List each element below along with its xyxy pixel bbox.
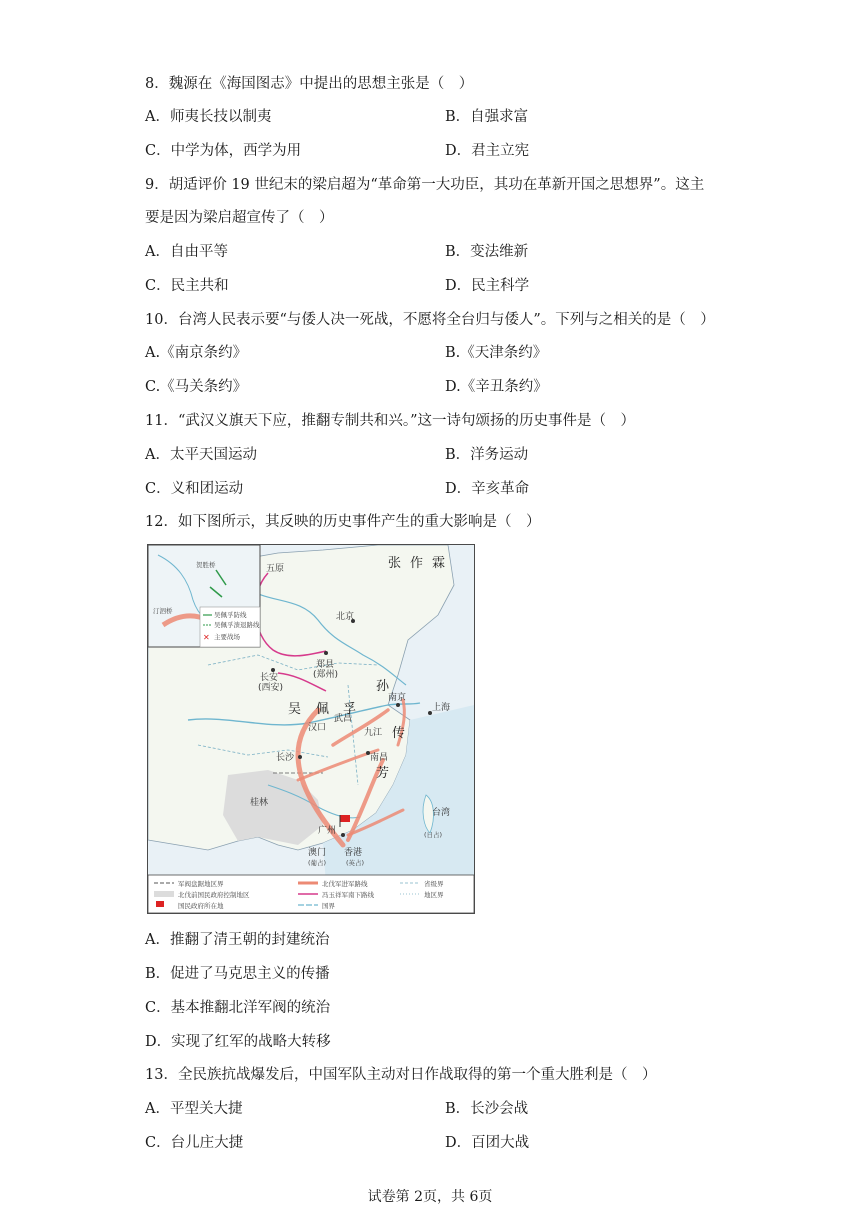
q12-option-b: B．促进了马克思主义的传播 [145, 966, 330, 982]
label-pu: (葡占) [308, 859, 327, 867]
q9-option-d: D．民主科学 [445, 278, 530, 294]
question-9-stem-line2: 要是因为梁启超宣传了（ ） [145, 210, 334, 226]
label-zuo: 作 [410, 556, 424, 571]
q13-option-b: B．长沙会战 [445, 1101, 529, 1117]
inset-legend-battlefield: 主要战场 [214, 633, 240, 641]
q12-option-c: C．基本推翻北洋军阀的统治 [145, 1000, 331, 1016]
label-nanjing: 南京 [388, 693, 407, 703]
q8-option-a: A．师夷长技以制夷 [145, 109, 272, 125]
label-aomen: 澳门 [308, 848, 327, 858]
label-fu: 孚 [343, 702, 357, 717]
inset-label-heshengqiao: 贺胜桥 [196, 561, 216, 569]
legend-warlord-boundary: 军阀盘踞地区界 [178, 880, 224, 888]
question-8-stem: 8．魏源在《海国图志》中提出的思想主张是（ ） [145, 76, 474, 92]
question-12-stem: 12．如下图所示，其反映的历史事件产生的重大影响是（ ） [145, 514, 541, 530]
question-10-stem: 10．台湾人民表示要“与倭人决一死战，不愿将全台归与倭人”。下列与之相关的是（ ） [145, 312, 715, 328]
q8-option-b: B．自强求富 [445, 109, 529, 125]
q9-option-b: B．变法维新 [445, 244, 529, 260]
label-zhang: 张 [388, 556, 402, 571]
page-footer: 试卷第 2页，共 6页 [367, 1189, 493, 1205]
q12-option-a: A．推翻了清王朝的封建统治 [145, 932, 330, 948]
question-13-stem: 13．全民族抗战爆发后，中国军队主动对日作战取得的第一个重大胜利是（ ） [145, 1067, 657, 1083]
label-beijing: 北京 [336, 612, 355, 622]
q10-option-b: B.《天津条约》 [445, 345, 548, 361]
q13-option-a: A．平型关大捷 [145, 1101, 243, 1117]
q8-option-d: D．君主立宪 [445, 143, 530, 159]
q9-option-a: A．自由平等 [145, 244, 228, 260]
inset-legend-defense-line: 吴佩孚防线 [214, 611, 247, 619]
label-riben: (日占) [424, 831, 443, 839]
q11-option-d: D．辛亥革命 [445, 481, 530, 497]
label-nanchang: 南昌 [370, 753, 389, 763]
legend-gov-area: 北伐前国民政府控制地区 [178, 891, 250, 899]
q10-option-d: D.《辛丑条约》 [445, 379, 548, 395]
q13-option-d: D．百团大战 [445, 1135, 530, 1151]
q11-option-b: B．洋务运动 [445, 447, 529, 463]
question-11-stem: 11．“武汉义旗天下应，推翻专制共和兴。”这一诗句颂扬的历史事件是（ ） [145, 413, 636, 429]
q13-option-c: C．台儿庄大捷 [145, 1135, 244, 1151]
label-taiwan: 台湾 [432, 808, 451, 818]
q10-option-a: A.《南京条约》 [145, 345, 248, 361]
question-9-stem-line1: 9．胡适评价 19 世纪末的梁启超为“革命第一大功臣，其功在革新开国之思想界”。这主 [145, 177, 705, 193]
label-ying: (英占) [346, 859, 365, 867]
label-wu: 吴 [288, 702, 302, 717]
gov-seat-flag [340, 815, 350, 822]
label-guilin: 桂林 [250, 798, 269, 808]
legend-province-border: 省级界 [424, 880, 444, 888]
label-changsha: 长沙 [276, 753, 295, 763]
inset-label-tingsiqiao: 汀泗桥 [153, 607, 173, 615]
q11-option-a: A．太平天国运动 [145, 447, 257, 463]
legend-feng-route: 冯玉祥军南下路线 [322, 891, 374, 899]
q10-option-c: C.《马关条约》 [145, 379, 248, 395]
map-legend [148, 875, 474, 913]
label-guangzhou: 广州 [318, 826, 337, 836]
label-zhengxian: 郑县 [316, 660, 335, 670]
legend-national-border: 国界 [322, 902, 335, 910]
label-wuyuan: 五原 [266, 564, 285, 574]
inset-legend-retreat-route: 吴佩孚溃退路线 [214, 621, 260, 629]
q11-option-c: C．义和团运动 [145, 481, 244, 497]
q8-option-c: C．中学为体，西学为用 [145, 143, 302, 159]
legend-gov-seat: 国民政府所在地 [178, 902, 224, 910]
label-zhengzhou: (郑州) [313, 670, 339, 680]
label-fang: 芳 [376, 766, 390, 781]
inset-map [148, 545, 260, 647]
label-chuan: 传 [392, 726, 406, 741]
label-lin: 霖 [432, 556, 446, 571]
legend-northern-route: 北伐军进军路线 [322, 880, 368, 888]
label-wuchang: 武昌 [334, 714, 353, 724]
legend-region-border: 地区界 [424, 891, 444, 899]
northern-expedition-map [147, 544, 475, 914]
label-sun: 孙 [376, 679, 390, 694]
label-changan: 长安 [260, 673, 279, 683]
label-xianggang: 香港 [344, 848, 363, 858]
label-pei: 佩 [316, 702, 330, 717]
q9-option-c: C．民主共和 [145, 278, 229, 294]
label-shanghai: 上海 [432, 703, 451, 713]
svg-text:✕: ✕ [203, 633, 210, 642]
q12-option-d: D．实现了红军的战略大转移 [145, 1034, 331, 1050]
label-xian: (西安) [258, 683, 284, 693]
label-hankou: 汉口 [308, 723, 327, 733]
label-jiujiang: 九江 [364, 728, 383, 738]
